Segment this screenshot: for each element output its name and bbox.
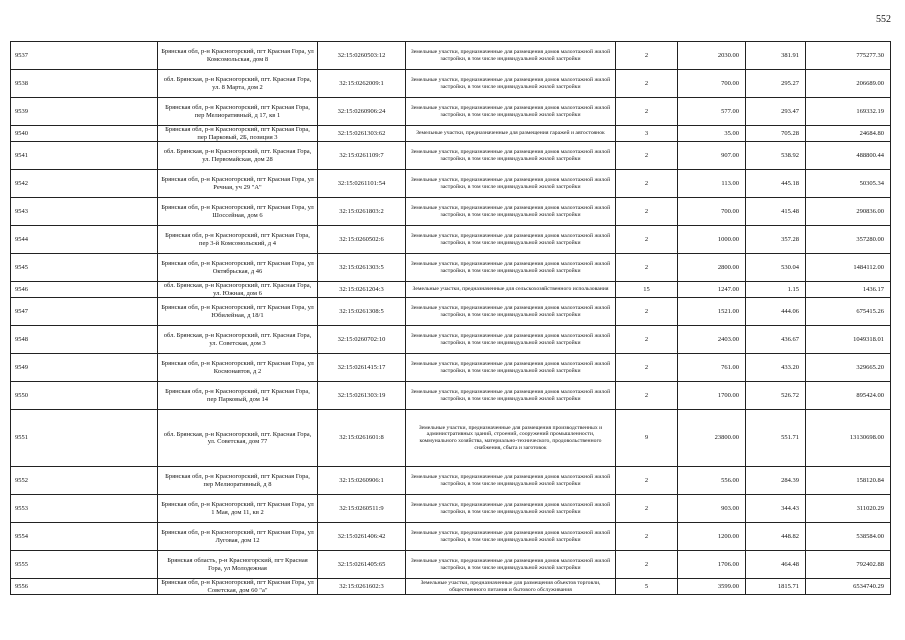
land-use-cell: Земельные участки, предназначенные для размещения домов малоэтажной жилой застройки, в том числе индивидуальной жилой застройки: [406, 170, 616, 198]
land-use-cell: Земельные участки, предназначенные для размещения домов малоэтажной жилой застройки, в том числе индивидуальной жилой застройки: [406, 42, 616, 70]
row-number-cell: 9555: [11, 551, 158, 579]
row-number-cell: 9548: [11, 326, 158, 354]
group-cell: 2: [616, 254, 678, 282]
area-cell: 113.00: [678, 170, 746, 198]
land-use-cell: Земельные участки, предназначенные для размещения объектов торговли, общественного питания и бытового обслуживания: [406, 579, 616, 595]
table-row: [11, 326, 891, 354]
land-use-cell: Земельные участки, предназначенные для сельскохозяйственного использования: [406, 282, 616, 298]
address-cell: Брянская обл, р-н Красногорский, пгт Красная Гора, пер Мелиоративный, д 17, кв 1: [158, 98, 318, 126]
address-cell: Брянская область, р-н Красногорский, пгт Красная Гора, ул Молодежная: [158, 551, 318, 579]
row-number-cell: 9546: [11, 282, 158, 298]
address-cell: Брянская обл, р-н Красногорский, пгт Красная Гора, ул Луговая, дом 12: [158, 523, 318, 551]
land-use-cell: Земельные участки, предназначенные для размещения домов малоэтажной жилой застройки, в том числе индивидуальной жилой застройки: [406, 495, 616, 523]
specific-value-cell: 284.39: [746, 467, 806, 495]
group-cell: 2: [616, 495, 678, 523]
specific-value-cell: 415.48: [746, 198, 806, 226]
cadastral-value-cell: 13130698.00: [806, 410, 891, 467]
address-cell: Брянская обл, р-н Красногорский, пгт Красная Гора, ул Космонавтов, д 2: [158, 354, 318, 382]
cadastral-value-cell: 538584.00: [806, 523, 891, 551]
group-cell: 2: [616, 198, 678, 226]
address-cell: обл. Брянская, р-н Красногорский, пгт. Красная Гора, ул. Первомайская, дом 28: [158, 142, 318, 170]
cadastral-value-cell: 792402.88: [806, 551, 891, 579]
land-use-cell: Земельные участки, предназначенные для размещения домов малоэтажной жилой застройки, в том числе индивидуальной жилой застройки: [406, 523, 616, 551]
area-cell: 700.00: [678, 198, 746, 226]
cadastral-number-cell: 32:15:0261405:65: [318, 551, 406, 579]
table-row: [11, 42, 891, 70]
cadastral-value-cell: 6534740.29: [806, 579, 891, 595]
specific-value-cell: 444.06: [746, 298, 806, 326]
group-cell: 9: [616, 410, 678, 467]
group-cell: 2: [616, 354, 678, 382]
cadastral-number-cell: 32:15:0261415:17: [318, 354, 406, 382]
table-row: [11, 410, 891, 467]
address-cell: обл. Брянская, р-н Красногорский, пгт. Красная Гора, ул. Южная, дом 6: [158, 282, 318, 298]
group-cell: 2: [616, 298, 678, 326]
area-cell: 2800.00: [678, 254, 746, 282]
cadastral-value-cell: 24684.80: [806, 126, 891, 142]
land-use-cell: Земельные участки, предназначенные для размещения домов малоэтажной жилой застройки, в том числе индивидуальной жилой застройки: [406, 226, 616, 254]
address-cell: Брянская обл, р-н Красногорский, пгт Красная Гора, пер Мелиоративный, д 8: [158, 467, 318, 495]
address-cell: Брянская обл, р-н Красногорский, пгт Красная Гора, ул Советская, дом 60 "а": [158, 579, 318, 595]
cadastral-value-cell: 895424.00: [806, 382, 891, 410]
land-use-cell: Земельные участки, предназначенные для размещения домов малоэтажной жилой застройки, в том числе индивидуальной жилой застройки: [406, 298, 616, 326]
table-row: [11, 495, 891, 523]
address-cell: Брянская обл, р-н Красногорский, пгт Красная Гора, ул Комсомольская, дом 8: [158, 42, 318, 70]
group-cell: 2: [616, 142, 678, 170]
address-cell: Брянская обл, р-н Красногорский, пгт Красная Гора, ул 1 Мая, дом 11, кв 2: [158, 495, 318, 523]
specific-value-cell: 705.28: [746, 126, 806, 142]
area-cell: 556.00: [678, 467, 746, 495]
row-number-cell: 9554: [11, 523, 158, 551]
row-number-cell: 9544: [11, 226, 158, 254]
specific-value-cell: 1.15: [746, 282, 806, 298]
row-number-cell: 9549: [11, 354, 158, 382]
group-cell: 3: [616, 126, 678, 142]
group-cell: 2: [616, 42, 678, 70]
area-cell: 1000.00: [678, 226, 746, 254]
table-row: [11, 126, 891, 142]
specific-value-cell: 1815.71: [746, 579, 806, 595]
cadastral-value-cell: 50305.34: [806, 170, 891, 198]
group-cell: 5: [616, 579, 678, 595]
area-cell: 35.00: [678, 126, 746, 142]
group-cell: 2: [616, 523, 678, 551]
row-number-cell: 9538: [11, 70, 158, 98]
row-number-cell: 9547: [11, 298, 158, 326]
specific-value-cell: 448.82: [746, 523, 806, 551]
area-cell: 1706.00: [678, 551, 746, 579]
land-use-cell: Земельные участки, предназначенные для размещения домов малоэтажной жилой застройки, в том числе индивидуальной жилой застройки: [406, 354, 616, 382]
row-number-cell: 9556: [11, 579, 158, 595]
cadastral-value-cell: 1436.17: [806, 282, 891, 298]
row-number-cell: 9545: [11, 254, 158, 282]
specific-value-cell: 357.28: [746, 226, 806, 254]
address-cell: обл. Брянская, р-н Красногорский, пгт. Красная Гора, ул. 8 Марта, дом 2: [158, 70, 318, 98]
cadastral-number-cell: 32:15:0261303:5: [318, 254, 406, 282]
land-use-cell: Земельные участки, предназначенные для размещения домов малоэтажной жилой застройки, в том числе индивидуальной жилой застройки: [406, 70, 616, 98]
group-cell: 2: [616, 382, 678, 410]
cadastral-value-cell: 775277.30: [806, 42, 891, 70]
cadastral-value-cell: 290836.00: [806, 198, 891, 226]
table-body: [11, 42, 891, 595]
land-use-cell: Земельные участки, предназначенные для размещения производственных и административных зданий, строений, сооружений промышленности, коммунального хозяйства, материально-технического, продовольственного снабжения, сбыта и заготовок: [406, 410, 616, 467]
area-cell: 1521.00: [678, 298, 746, 326]
group-cell: 2: [616, 226, 678, 254]
land-use-cell: Земельные участки, предназначенные для размещения домов малоэтажной жилой застройки, в том числе индивидуальной жилой застройки: [406, 382, 616, 410]
cadastral-number-cell: 32:15:0261602:3: [318, 579, 406, 595]
cadastral-value-table: [10, 41, 891, 595]
land-use-cell: Земельные участки, предназначенные для размещения гаражей и автостоянок: [406, 126, 616, 142]
cadastral-number-cell: 32:15:0260503:12: [318, 42, 406, 70]
cadastral-value-cell: 158120.84: [806, 467, 891, 495]
address-cell: Брянская обл, р-н Красногорский, пгт Красная Гора, ул Юбилейная, д 18/1: [158, 298, 318, 326]
area-cell: 761.00: [678, 354, 746, 382]
cadastral-number-cell: 32:15:0261109:7: [318, 142, 406, 170]
land-use-cell: Земельные участки, предназначенные для размещения домов малоэтажной жилой застройки, в том числе индивидуальной жилой застройки: [406, 198, 616, 226]
table-row: [11, 170, 891, 198]
cadastral-number-cell: 32:15:0262009:1: [318, 70, 406, 98]
land-use-cell: Земельные участки, предназначенные для размещения домов малоэтажной жилой застройки, в том числе индивидуальной жилой застройки: [406, 326, 616, 354]
table-row: [11, 382, 891, 410]
row-number-cell: 9543: [11, 198, 158, 226]
cadastral-number-cell: 32:15:0260502:6: [318, 226, 406, 254]
group-cell: 2: [616, 170, 678, 198]
area-cell: 2030.00: [678, 42, 746, 70]
area-cell: 577.00: [678, 98, 746, 126]
table-row: [11, 142, 891, 170]
row-number-cell: 9541: [11, 142, 158, 170]
specific-value-cell: 295.27: [746, 70, 806, 98]
area-cell: 3599.00: [678, 579, 746, 595]
row-number-cell: 9550: [11, 382, 158, 410]
cadastral-number-cell: 32:15:0261601:8: [318, 410, 406, 467]
page-number: 552: [876, 14, 891, 25]
table-row: [11, 226, 891, 254]
cadastral-number-cell: 32:15:0260511:9: [318, 495, 406, 523]
address-cell: Брянская обл, р-н Красногорский, пгт Красная Гора, пер Парковый, дом 14: [158, 382, 318, 410]
specific-value-cell: 381.91: [746, 42, 806, 70]
table-row: [11, 254, 891, 282]
cadastral-value-cell: 1484112.00: [806, 254, 891, 282]
table-row: [11, 467, 891, 495]
specific-value-cell: 445.18: [746, 170, 806, 198]
group-cell: 2: [616, 70, 678, 98]
table-row: [11, 523, 891, 551]
specific-value-cell: 433.20: [746, 354, 806, 382]
cadastral-value-cell: 675415.26: [806, 298, 891, 326]
table-row: [11, 282, 891, 298]
row-number-cell: 9553: [11, 495, 158, 523]
cadastral-value-cell: 488800.44: [806, 142, 891, 170]
cadastral-number-cell: 32:15:0261803:2: [318, 198, 406, 226]
table-row: [11, 354, 891, 382]
group-cell: 2: [616, 467, 678, 495]
table-row: [11, 70, 891, 98]
cadastral-value-cell: 169332.19: [806, 98, 891, 126]
group-cell: 2: [616, 551, 678, 579]
area-cell: 903.00: [678, 495, 746, 523]
cadastral-number-cell: 32:15:0261204:3: [318, 282, 406, 298]
cadastral-value-cell: 357280.00: [806, 226, 891, 254]
land-use-cell: Земельные участки, предназначенные для размещения домов малоэтажной жилой застройки, в том числе индивидуальной жилой застройки: [406, 98, 616, 126]
cadastral-number-cell: 32:15:0261406:42: [318, 523, 406, 551]
area-cell: 2403.00: [678, 326, 746, 354]
specific-value-cell: 464.48: [746, 551, 806, 579]
area-cell: 907.00: [678, 142, 746, 170]
specific-value-cell: 538.92: [746, 142, 806, 170]
row-number-cell: 9552: [11, 467, 158, 495]
cadastral-value-cell: 1049318.01: [806, 326, 891, 354]
specific-value-cell: 436.67: [746, 326, 806, 354]
land-use-cell: Земельные участки, предназначенные для размещения домов малоэтажной жилой застройки, в том числе индивидуальной жилой застройки: [406, 254, 616, 282]
table-row: [11, 198, 891, 226]
area-cell: 1247.00: [678, 282, 746, 298]
row-number-cell: 9551: [11, 410, 158, 467]
cadastral-number-cell: 32:15:0261303:19: [318, 382, 406, 410]
land-use-cell: Земельные участки, предназначенные для размещения домов малоэтажной жилой застройки, в том числе индивидуальной жилой застройки: [406, 467, 616, 495]
area-cell: 700.00: [678, 70, 746, 98]
specific-value-cell: 344.43: [746, 495, 806, 523]
address-cell: Брянская обл, р-н Красногорский, пгт Красная Гора, ул Речная, уч 29 "А": [158, 170, 318, 198]
cadastral-value-cell: 206689.00: [806, 70, 891, 98]
group-cell: 2: [616, 326, 678, 354]
address-cell: Брянская обл, р-н Красногорский, пгт Красная Гора, пер 3-й Комсомольский, д 4: [158, 226, 318, 254]
address-cell: Брянская обл, р-н Красногорский, пгт Красная Гора, ул Октябрьская, д 46: [158, 254, 318, 282]
area-cell: 23800.00: [678, 410, 746, 467]
table-row: [11, 98, 891, 126]
cadastral-number-cell: 32:15:0261303:62: [318, 126, 406, 142]
cadastral-number-cell: 32:15:0260906:1: [318, 467, 406, 495]
land-use-cell: Земельные участки, предназначенные для размещения домов малоэтажной жилой застройки, в том числе индивидуальной жилой застройки: [406, 142, 616, 170]
cadastral-number-cell: 32:15:0260906:24: [318, 98, 406, 126]
specific-value-cell: 551.71: [746, 410, 806, 467]
area-cell: 1700.00: [678, 382, 746, 410]
specific-value-cell: 530.04: [746, 254, 806, 282]
address-cell: обл. Брянская, р-н Красногорский, пгт. Красная Гора, ул. Советская, дом 77: [158, 410, 318, 467]
row-number-cell: 9542: [11, 170, 158, 198]
table-row: [11, 579, 891, 595]
address-cell: обл. Брянская, р-н Красногорский, пгт. Красная Гора, ул. Советская, дом 3: [158, 326, 318, 354]
group-cell: 2: [616, 98, 678, 126]
row-number-cell: 9537: [11, 42, 158, 70]
cadastral-number-cell: 32:15:0260702:10: [318, 326, 406, 354]
address-cell: Брянская обл, р-н Красногорский, пгт Красная Гора, ул Шоссейная, дом 6: [158, 198, 318, 226]
row-number-cell: 9539: [11, 98, 158, 126]
table-row: [11, 298, 891, 326]
cadastral-number-cell: 32:15:0261308:5: [318, 298, 406, 326]
area-cell: 1200.00: [678, 523, 746, 551]
cadastral-number-cell: 32:15:0261101:54: [318, 170, 406, 198]
row-number-cell: 9540: [11, 126, 158, 142]
address-cell: Брянская обл, р-н Красногорский, пгт Красная Гора, пер Парковый, 2Б, позиция 3: [158, 126, 318, 142]
land-use-cell: Земельные участки, предназначенные для размещения домов малоэтажной жилой застройки, в том числе индивидуальной жилой застройки: [406, 551, 616, 579]
group-cell: 15: [616, 282, 678, 298]
cadastral-value-cell: 329665.20: [806, 354, 891, 382]
specific-value-cell: 526.72: [746, 382, 806, 410]
cadastral-value-cell: 311020.29: [806, 495, 891, 523]
table-row: [11, 551, 891, 579]
specific-value-cell: 293.47: [746, 98, 806, 126]
